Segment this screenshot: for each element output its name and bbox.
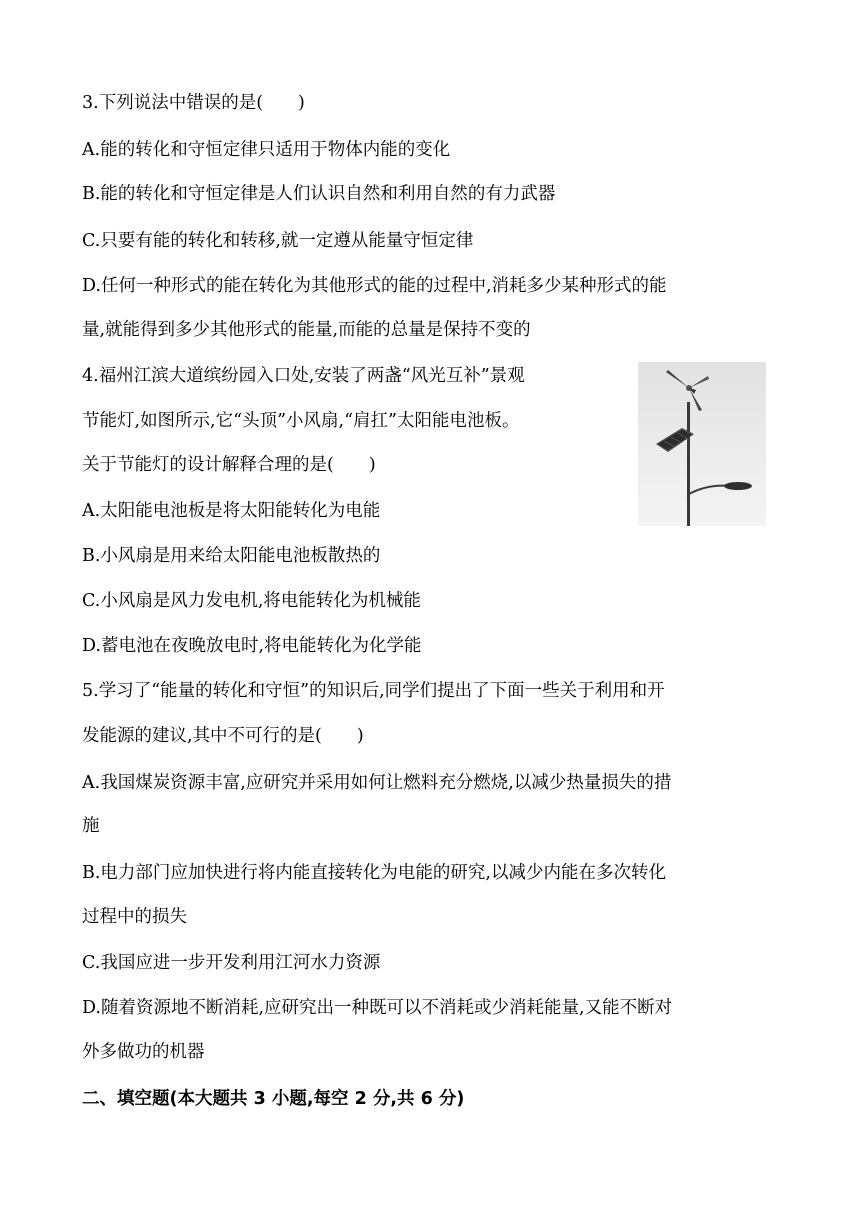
question-3-option-a: A.能的转化和守恒定律只适用于物体内能的变化 (82, 140, 451, 160)
question-4-stem-line-1: 4.福州江滨大道缤纷园入口处,安装了两盏“风光互补”景观 (82, 366, 525, 386)
question-5-option-a-line-2: 施 (82, 816, 100, 836)
question-3-stem: 3.下列说法中错误的是( ) (82, 93, 305, 113)
question-3-option-d-line-2: 量,就能得到多少其他形式的能量,而能的总量是保持不变的 (82, 320, 531, 340)
question-5-option-b-line-2: 过程中的损失 (82, 907, 187, 927)
question-4-option-d: D.蓄电池在夜晚放电时,将电能转化为化学能 (82, 636, 422, 656)
question-3-option-b: B.能的转化和守恒定律是人们认识自然和利用自然的有力武器 (82, 184, 556, 204)
lamp-head-icon (724, 482, 752, 490)
lamp-pole (687, 402, 690, 526)
question-4-option-c: C.小风扇是风力发电机,将电能转化为机械能 (82, 591, 421, 611)
question-4-option-a: A.太阳能电池板是将太阳能转化为电能 (82, 501, 381, 521)
question-5-option-b-line-1: B.电力部门应加快进行将内能直接转化为电能的研究,以减少内能在多次转化 (82, 863, 666, 883)
question-5-option-d-line-1: D.随着资源地不断消耗,应研究出一种既可以不消耗或少消耗能量,又能不断对 (82, 998, 673, 1018)
question-4-option-b: B.小风扇是用来给太阳能电池板散热的 (82, 546, 381, 566)
question-5-option-a-line-1: A.我国煤炭资源丰富,应研究并采用如何让燃料充分燃烧,以减少热量损失的措 (82, 773, 672, 793)
question-4-stem-line-2: 节能灯,如图所示,它“头顶”小风扇,“肩扛”太阳能电池板。 (82, 411, 520, 431)
question-5-option-c: C.我国应进一步开发利用江河水力资源 (82, 953, 381, 973)
question-3-option-c: C.只要有能的转化和转移,就一定遵从能量守恒定律 (82, 231, 474, 251)
section-2-heading: 二、填空题(本大题共 3 小题,每空 2 分,共 6 分) (82, 1089, 465, 1109)
question-5-stem-line-2: 发能源的建议,其中不可行的是( ) (82, 726, 364, 746)
question-5-stem-line-1: 5.学习了“能量的转化和守恒”的知识后,同学们提出了下面一些关于利用和开 (82, 681, 665, 701)
question-5-option-d-line-2: 外多做功的机器 (82, 1042, 205, 1062)
wind-solar-street-lamp-photo (638, 362, 766, 526)
question-3-option-d-line-1: D.任何一种形式的能在转化为其他形式的能的过程中,消耗多少某种形式的能 (82, 276, 667, 296)
question-4-stem-line-3: 关于节能灯的设计解释合理的是( ) (82, 455, 376, 475)
